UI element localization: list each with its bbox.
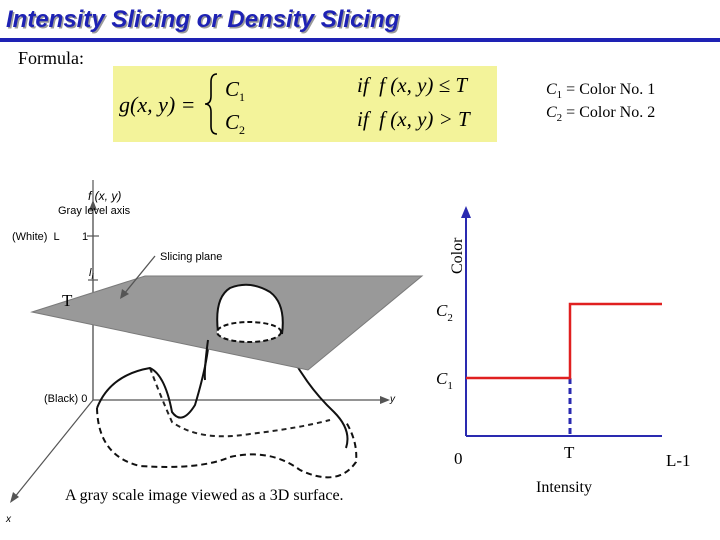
x-tick-label-t: T xyxy=(564,443,575,462)
color-axis-title: Color xyxy=(449,237,466,274)
mapping-chart xyxy=(430,200,720,510)
formula-case2-condition: if f (x, y) > T xyxy=(357,107,470,131)
step-series-0 xyxy=(466,304,662,378)
formula-box xyxy=(113,66,497,142)
color-legend xyxy=(546,79,655,125)
black-label: (Black) 0 xyxy=(44,393,88,405)
formula-label: Formula: xyxy=(18,48,84,68)
color-axis-arrow xyxy=(461,206,471,218)
y-tick-label-c2: $C_2$ xyxy=(436,301,453,324)
surface-base-back xyxy=(150,368,330,436)
formula-brace xyxy=(205,74,217,134)
formula-svg xyxy=(113,66,497,142)
function-axis-label: f (x, y) xyxy=(88,189,122,203)
threshold-t-label: T xyxy=(62,291,73,310)
y-tick-label-c1: $C_1$ xyxy=(436,369,453,392)
chart-layer xyxy=(436,301,691,470)
intensity-axis-title: Intensity xyxy=(536,479,592,496)
figure-caption: A gray scale image viewed as a 3D surface. xyxy=(65,487,344,504)
x-tick-label-l-1: L-1 xyxy=(666,451,691,470)
formula-case2-value: $C_2$ xyxy=(225,110,246,137)
formula-lhs: g(x, y) = xyxy=(119,92,196,117)
formula-case1-condition: if f (x, y) ≤ T xyxy=(357,73,468,97)
formula-case1-value: $C_1$ xyxy=(225,77,246,104)
title-rule xyxy=(0,38,720,42)
surface-bottom-outline xyxy=(97,408,356,477)
x-axis-line xyxy=(14,400,93,498)
y-axis-arrow xyxy=(380,396,390,404)
x-tick-label-0: 0 xyxy=(454,449,463,468)
one-label: 1 xyxy=(82,231,89,243)
gray-level-axis-label: Gray level axis xyxy=(58,205,131,217)
slicing-plane-label: Slicing plane xyxy=(160,251,223,263)
white-label: (White) L xyxy=(12,231,60,243)
legend-c2: $C_2$ = Color No. 2 xyxy=(546,104,656,124)
x-axis-label: x xyxy=(6,514,11,525)
legend-c1: $C_1$ = Color No. 1 xyxy=(546,81,656,101)
surface-figure xyxy=(0,180,430,530)
y-axis-label: y xyxy=(390,394,395,405)
slice-contour xyxy=(217,322,281,342)
slide-title: Intensity Slicing or Density Slicing xyxy=(6,6,400,33)
li-label: $l_i$ xyxy=(89,267,94,281)
